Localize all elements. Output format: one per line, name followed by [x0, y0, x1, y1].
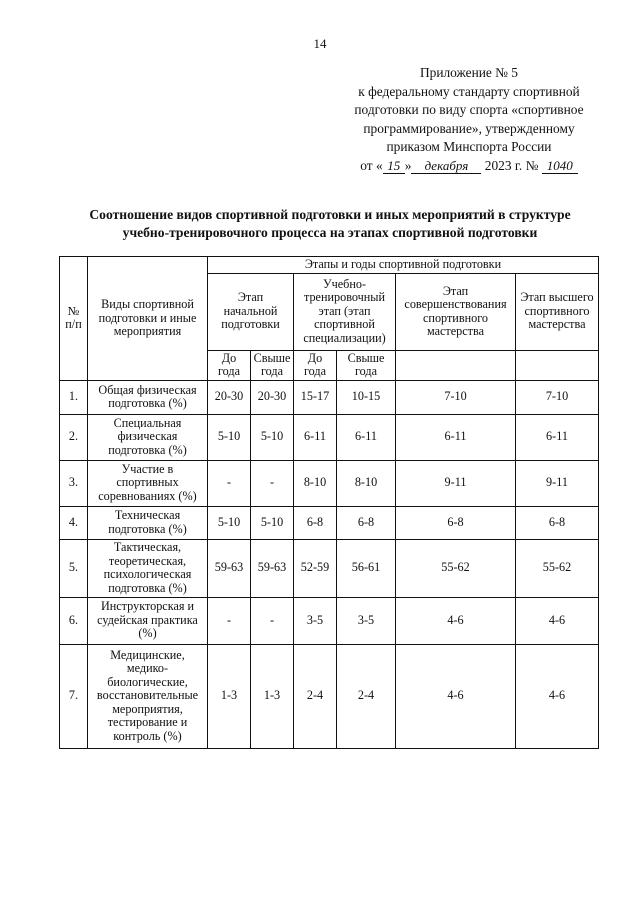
cell-value: 52-59: [294, 539, 337, 597]
table-row: [60, 414, 599, 460]
row-num: 5.: [60, 539, 88, 597]
table-row: [60, 460, 599, 506]
row-num: 2.: [60, 414, 88, 460]
row-num: 4.: [60, 506, 88, 539]
cell-value: 59-63: [251, 539, 294, 597]
cell-value: 6-8: [337, 506, 396, 539]
appendix-line: Приложение № 5: [419, 65, 519, 80]
date-mid: »: [404, 157, 412, 173]
header-empty: [516, 350, 599, 380]
cell-value: 6-11: [337, 414, 396, 460]
cell-value: 6-8: [516, 506, 599, 539]
cell-value: 2-4: [294, 644, 337, 748]
cell-value: -: [251, 597, 294, 644]
cell-value: 1-3: [208, 644, 251, 748]
cell-value: 55-62: [516, 539, 599, 597]
cell-value: 56-61: [337, 539, 396, 597]
appendix-line: подготовки по виду спорта «спортивное: [354, 102, 584, 118]
header-stage-initial: Этап начальной подготовки: [208, 273, 294, 350]
cell-value: 4-6: [516, 644, 599, 748]
cell-value: 3-5: [294, 597, 337, 644]
row-name: Инструкторская и судейская практика (%): [88, 597, 208, 644]
cell-value: 55-62: [396, 539, 516, 597]
row-name: Специальная физическая подготовка (%): [88, 414, 208, 460]
header-empty: [396, 350, 516, 380]
row-num: 1.: [60, 380, 88, 414]
row-name: Участие в спортивных соревнованиях (%): [88, 460, 208, 506]
appendix-line: к федеральному стандарту спортивной: [358, 83, 580, 99]
cell-value: 9-11: [396, 460, 516, 506]
cell-value: -: [251, 460, 294, 506]
header-over-year: Свыше года: [337, 350, 396, 380]
table-row: [60, 380, 599, 414]
row-name: Техническая подготовка (%): [88, 506, 208, 539]
row-num: 7.: [60, 644, 88, 748]
cell-value: 6-8: [396, 506, 516, 539]
appendix-block: [330, 64, 608, 176]
cell-value: 5-10: [251, 506, 294, 539]
header-stage-training: Учебно-тренировочный этап (этап спортивной специализации): [294, 273, 396, 350]
cell-value: -: [208, 597, 251, 644]
order-number: 1040: [542, 159, 578, 174]
appendix-line: приказом Минспорта России: [386, 139, 552, 155]
ratio-table: [59, 256, 599, 749]
cell-value: 8-10: [294, 460, 337, 506]
date-month: декабря: [411, 159, 481, 174]
cell-value: 4-6: [516, 597, 599, 644]
table-row: [60, 597, 599, 644]
header-stage-highest: Этап высшего спортивного мастерства: [516, 273, 599, 350]
cell-value: 9-11: [516, 460, 599, 506]
table-row: [60, 644, 599, 748]
cell-value: 6-8: [294, 506, 337, 539]
cell-value: 59-63: [208, 539, 251, 597]
row-name: Общая физическая подготовка (%): [88, 380, 208, 414]
header-num: № п/п: [60, 257, 88, 381]
header-up-to-year: До года: [208, 350, 251, 380]
cell-value: 1-3: [251, 644, 294, 748]
cell-value: 6-11: [516, 414, 599, 460]
cell-value: -: [208, 460, 251, 506]
cell-value: 4-6: [396, 597, 516, 644]
header-stage-improvement: Этап совершенствования спортивного мастерства: [396, 273, 516, 350]
cell-value: 5-10: [251, 414, 294, 460]
title-line-2: учебно-тренировочного процесса на этапах спортивной подготовки: [122, 224, 538, 240]
table-row: [60, 506, 599, 539]
cell-value: 5-10: [208, 506, 251, 539]
cell-value: 15-17: [294, 380, 337, 414]
date-prefix: от «: [360, 157, 383, 173]
page-number: 14: [313, 36, 327, 51]
header-types: Виды спортивной подготовки и иные мероприятия: [88, 257, 208, 381]
date-year: 2023 г. №: [484, 157, 539, 173]
order-date-line: [330, 157, 608, 176]
row-name: Медицинские, медико-биологические, восстановительные мероприятия, тестирование и контроль (%): [88, 644, 208, 748]
appendix-line: программирование», утвержденному: [363, 120, 575, 136]
cell-value: 8-10: [337, 460, 396, 506]
header-stages-years: Этапы и годы спортивной подготовки: [208, 257, 599, 274]
cell-value: 6-11: [396, 414, 516, 460]
header-up-to-year: До года: [294, 350, 337, 380]
cell-value: 7-10: [516, 380, 599, 414]
cell-value: 2-4: [337, 644, 396, 748]
title-line-1: Соотношение видов спортивной подготовки и иных мероприятий в структуре: [89, 207, 571, 222]
cell-value: 20-30: [208, 380, 251, 414]
cell-value: 20-30: [251, 380, 294, 414]
row-name: Тактическая, теоретическая, психологическая подготовка (%): [88, 539, 208, 597]
cell-value: 4-6: [396, 644, 516, 748]
cell-value: 7-10: [396, 380, 516, 414]
row-num: 3.: [60, 460, 88, 506]
page-title: [30, 206, 630, 241]
cell-value: 10-15: [337, 380, 396, 414]
cell-value: 6-11: [294, 414, 337, 460]
header-over-year: Свыше года: [251, 350, 294, 380]
table-row: [60, 539, 599, 597]
cell-value: 3-5: [337, 597, 396, 644]
cell-value: 5-10: [208, 414, 251, 460]
row-num: 6.: [60, 597, 88, 644]
date-day: 15: [383, 159, 405, 174]
